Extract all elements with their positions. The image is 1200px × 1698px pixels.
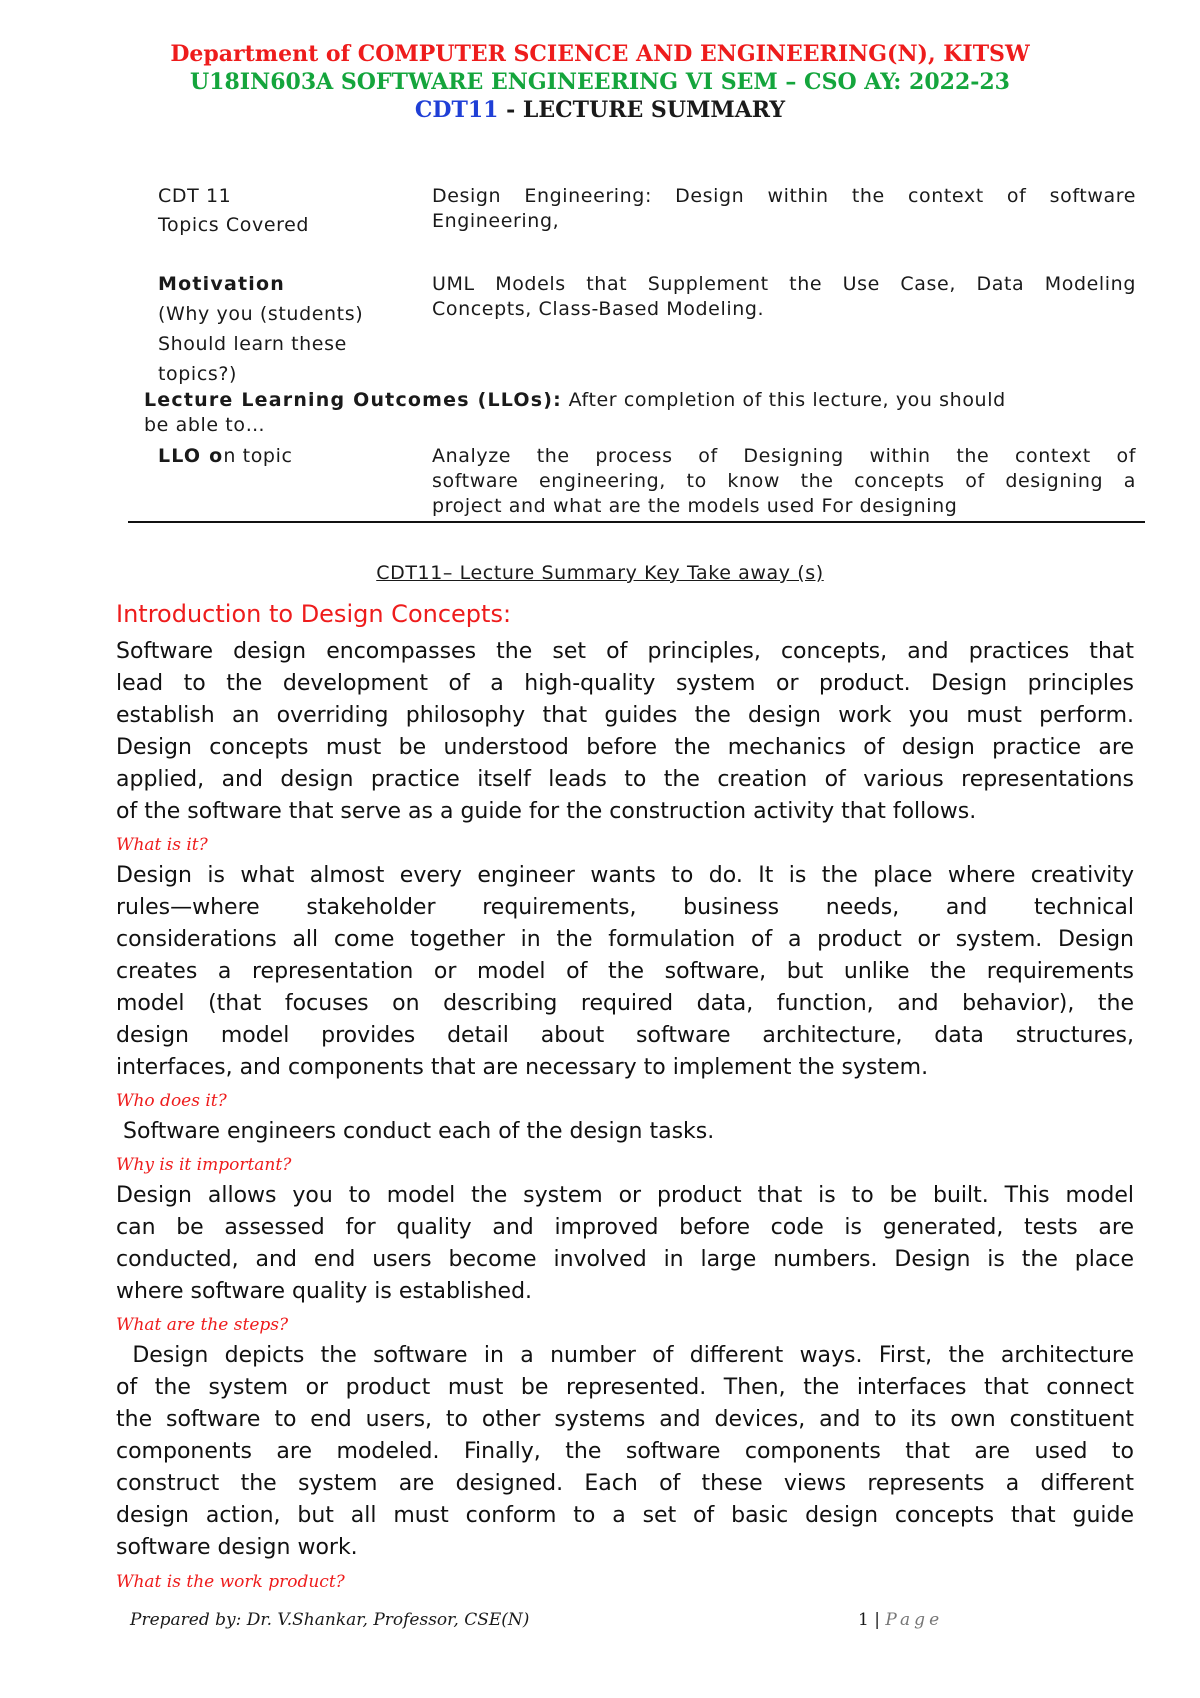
page-number: 1 — [858, 1610, 869, 1630]
course-heading: U18IN603A SOFTWARE ENGINEERING VI SEM – CSO AY: 2022-23 — [190, 69, 1010, 95]
lecture-title-text: - LECTURE SUMMARY — [498, 97, 786, 123]
motivation-label: Motivation — [158, 273, 285, 295]
question-why-important: Why is it important? — [116, 1155, 292, 1175]
topics-covered-value: Design Engineering: Design within the context of software Engineering, — [432, 185, 1136, 232]
llo-value: Analyze the process of Designing within the context of software engineering, to know the concepts of designing a project and what are the models used For designing — [432, 445, 1136, 517]
topics-covered-label: Topics Covered — [158, 214, 310, 236]
intro-paragraph: Software design encompasses the set of principles, concepts, and practices that lead to the development of a high-quality system or product. Design principles establish an overriding philosophy that guides the design work you must perform. Design concepts must be understood before the mechanics of design practice are applied, and design practice itself leads to the creation of various representations of the software that serve as a guide for the construction activity that follows. — [116, 639, 1134, 824]
intro-heading: Introduction to Design Concepts: — [116, 600, 512, 628]
motivation-subtext-3: topics?) — [158, 363, 238, 385]
llo-label: LLO on topic — [158, 445, 293, 467]
question-what-are-steps: What are the steps? — [116, 1315, 289, 1335]
lecture-code: CDT11 — [414, 97, 499, 123]
answer-what-are-steps: Design depicts the software in a number of different ways. First, the architecture of the system or product must be represented. Then, the interfaces that connect the software to end users, to other systems and devices, and to its own constituent components are modeled. Finally, the software components that are used to construct the system are designed. Each of these views represents a different design action, but all must conform to a set of basic design concepts that guide software design work. — [116, 1343, 1134, 1560]
motivation-value: UML Models that Supplement the Use Case, Data Modeling Concepts, Class-Based Modeling. — [432, 273, 1136, 320]
footer-page-number — [858, 1609, 943, 1631]
question-who-does-it: Who does it? — [116, 1091, 227, 1111]
question-work-product: What is the work product? — [116, 1572, 345, 1592]
page-separator: | — [868, 1610, 886, 1630]
lecture-title — [0, 96, 1200, 124]
answer-what-is-it: Design is what almost every engineer wants to do. It is the place where creativity rules—where stakeholder requirements, business needs, and technical considerations all come together in the formulation of a product or system. Design creates a representation or model of the software, but unlike the requirements model (that focuses on describing required data, function, and behavior), the design model provides detail about software architecture, data structures, interfaces, and components that are necessary to implement the system. — [116, 863, 1134, 1080]
footer-prepared-by: Prepared by: Dr. V.Shankar, Professor, CSE(N) — [130, 1610, 530, 1630]
llo-heading: Lecture Learning Outcomes (LLOs): After completion of this lecture, you should be able to… — [144, 389, 1006, 436]
department-heading: Department of COMPUTER SCIENCE AND ENGINEERING(N), KITSW — [170, 41, 1030, 67]
motivation-subtext-1: (Why you (students) — [158, 303, 364, 325]
cdt-label: CDT 11 — [158, 185, 232, 207]
question-what-is-it: What is it? — [116, 835, 208, 855]
page-word: Page — [885, 1610, 944, 1630]
answer-why-important: Design allows you to model the system or product that is to be built. This model can be assessed for quality and improved before code is generated, tests are conducted, and end users become involved in large numbers. Design is the place where software quality is established. — [116, 1183, 1134, 1304]
answer-who-does-it: Software engineers conduct each of the design tasks. — [116, 1119, 715, 1144]
motivation-subtext-2: Should learn these — [158, 333, 347, 355]
key-takeaway-heading: CDT11– Lecture Summary Key Take away (s) — [376, 562, 824, 584]
table-bottom-rule — [128, 521, 1145, 523]
